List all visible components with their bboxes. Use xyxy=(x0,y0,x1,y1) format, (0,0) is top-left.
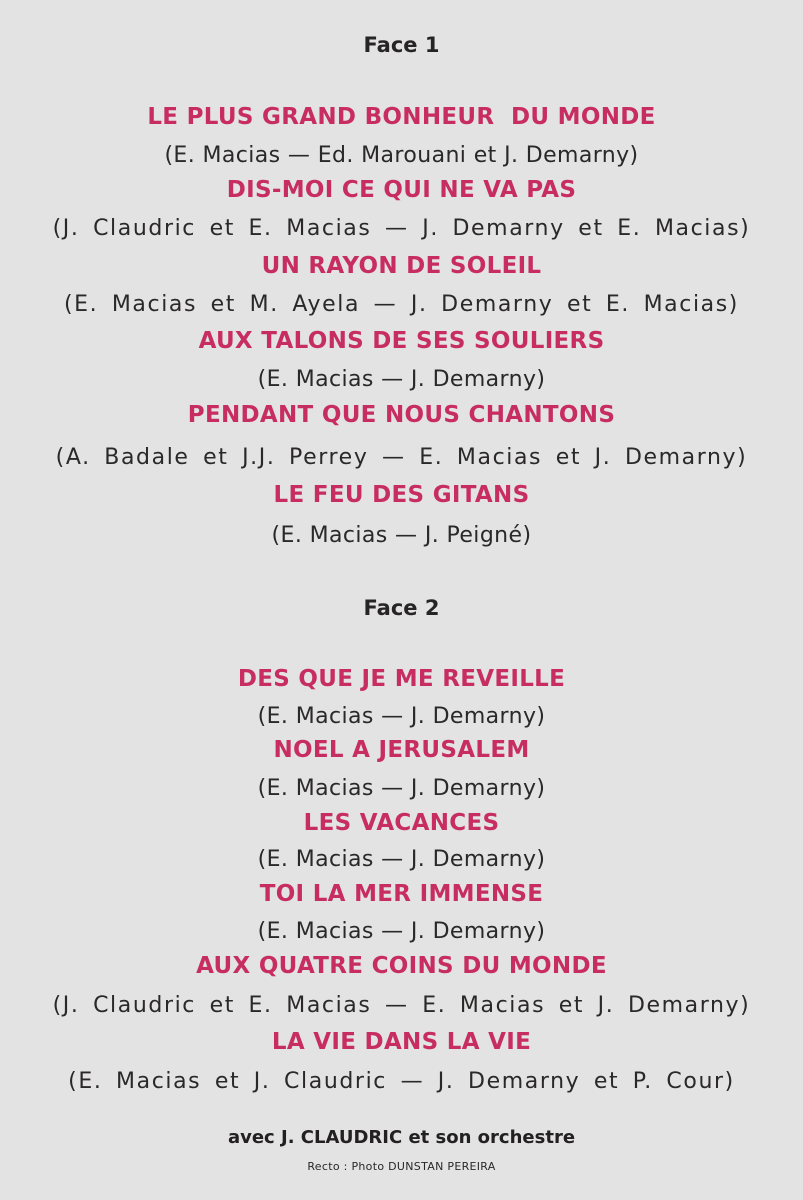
track-title: AUX QUATRE COINS DU MONDE xyxy=(196,953,607,979)
track-title: DIS-MOI CE QUI NE VA PAS xyxy=(226,177,577,203)
track-title: LE FEU DES GITANS xyxy=(273,482,530,508)
track-credit: (J. Claudric et E. Macias — J. Demarny et E. Macias) xyxy=(52,216,751,241)
track-title: DES QUE JE ME REVEILLE xyxy=(237,666,566,692)
track-credit: (E. Macias — Ed. Marouani et J. Demarny) xyxy=(164,143,639,168)
track-credit: (E. Macias et M. Ayela — J. Demarny et E. Macias) xyxy=(63,292,739,317)
track-title: LA VIE DANS LA VIE xyxy=(271,1029,532,1055)
track-credit: (A. Badale et J.J. Perrey — E. Macias et J. Demarny) xyxy=(55,445,748,470)
track-title: LES VACANCES xyxy=(303,810,500,836)
track-credit: (E. Macias et J. Claudric — J. Demarny et P. Cour) xyxy=(68,1069,735,1094)
track-credit: (E. Macias — J. Peigné) xyxy=(271,523,532,548)
track-title: TOI LA MER IMMENSE xyxy=(259,881,544,907)
orchestra-credit: avec J. CLAUDRIC et son orchestre xyxy=(227,1127,576,1148)
track-credit: (E. Macias — J. Demarny) xyxy=(257,367,546,392)
track-title: PENDANT QUE NOUS CHANTONS xyxy=(187,402,616,428)
track-title: AUX TALONS DE SES SOULIERS xyxy=(198,328,605,354)
track-credit: (E. Macias — J. Demarny) xyxy=(257,847,546,872)
track-credit: (E. Macias — J. Demarny) xyxy=(257,776,546,801)
face-1-heading: Face 1 xyxy=(363,33,440,57)
track-title: UN RAYON DE SOLEIL xyxy=(261,253,542,279)
track-credit: (E. Macias — J. Demarny) xyxy=(257,704,546,729)
track-title: NOEL A JERUSALEM xyxy=(273,737,530,763)
face-2-heading: Face 2 xyxy=(363,596,440,620)
track-title: LE PLUS GRAND BONHEUR DU MONDE xyxy=(147,104,656,130)
track-credit: (J. Claudric et E. Macias — E. Macias et J. Demarny) xyxy=(52,993,751,1018)
photo-credit: Recto : Photo DUNSTAN PEREIRA xyxy=(307,1160,496,1173)
track-credit: (E. Macias — J. Demarny) xyxy=(257,919,546,944)
